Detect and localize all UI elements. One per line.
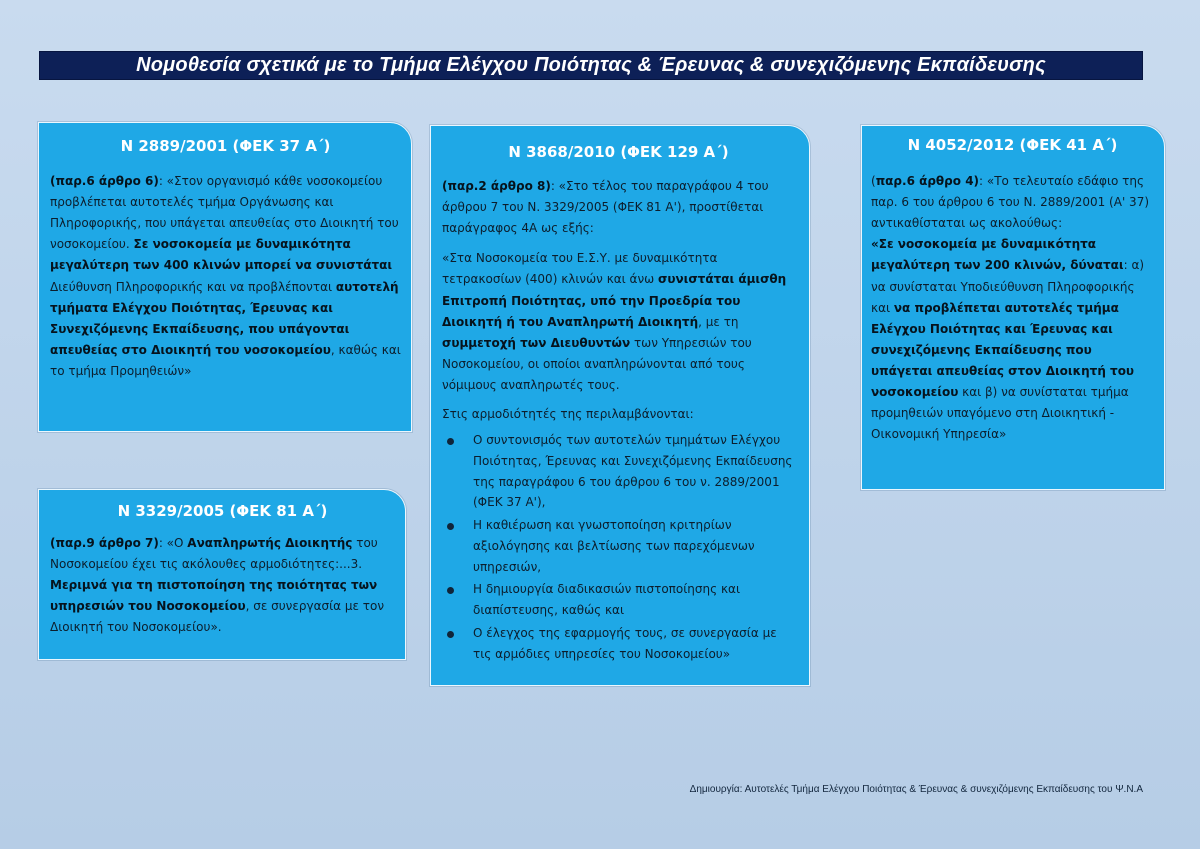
emphasis-text: συμμετοχή των Διευθυντών — [442, 335, 631, 350]
article-reference: παρ.6 άρθρο 4) — [875, 174, 980, 188]
emphasis-text: αυτοτελή τμήματα Ελέγχου Ποιότητας, Έρευνας και Συνεχιζόμενης Εκπαίδευσης, που υπάγονται απευθείας στο Διοικητή του νοσοκομείου — [50, 279, 399, 357]
list-intro: Στις αρμοδιότητές της περιλαμβάνονται: — [442, 407, 694, 422]
card-heading: Ν 3868/2010 (ΦΕΚ 129 Α΄) — [508, 143, 729, 161]
list-item: Η δημιουργία διαδικασιών πιστοποίησης και διαπίστευσης, καθώς και — [442, 579, 795, 621]
list-item: Ο συντονισμός των αυτοτελών τμημάτων Ελέγχου Ποιότητας, Έρευνας και Συνεχιζόμενης Εκπαίδευσης της παραγράφου 6 του άρθρου 6 του ν. 2889/2001 (ΦΕΚ 37 Α'), — [442, 430, 795, 513]
body-text: του Νοσοκομείου έχει τις ακόλουθες αρμοδιότητες:...3. — [50, 536, 378, 572]
body-text: : «Στο τέλος του παραγράφου 4 του άρθρου 7 του Ν. 3329/2005 (ΦΕΚ 81 Α'), προστίθεται παράγραφος 4Α ως εξής: — [442, 179, 769, 236]
emphasis-text: Μεριμνά για τη πιστοποίηση της ποιότητας των υπηρεσιών του Νοσοκομείου — [50, 578, 378, 614]
emphasis-text: Σε νοσοκομεία με δυναμικότητα μεγαλύτερη των 400 κλινών μπορεί να συνιστάται — [50, 237, 393, 273]
card-law-4052-2012 — [861, 125, 1165, 490]
body-text: «Στα Νοσοκομεία του Ε.Σ.Υ. με δυναμικότητα τετρακοσίων (400) κλινών και άνω — [442, 251, 718, 287]
emphasis-text: Αναπληρωτής Διοικητής — [187, 536, 353, 550]
list-item: Η καθιέρωση και γνωστοποίηση κριτηρίων αξιολόγησης και βελτίωσης των παρεχόμενων υπηρεσιών, — [442, 515, 795, 577]
card-law-2889-2001 — [38, 122, 412, 432]
card-text — [50, 171, 401, 382]
article-reference: (παρ.9 άρθρο 7) — [50, 536, 159, 550]
body-text: : «Ο — [158, 536, 188, 550]
emphasis-text: «Σε νοσοκομεία με δυναμικότητα μεγαλύτερη των 200 κλινών, δύναται — [871, 237, 1124, 273]
card-heading: Ν 3329/2005 (ΦΕΚ 81 Α΄) — [117, 502, 328, 520]
body-text: : α) να συνίσταται Υποδιεύθυνση Πληροφορικής και — [871, 258, 1145, 315]
body-text: , καθώς και το τμήμα Προμηθειών» — [50, 342, 401, 378]
article-reference: (παρ.2 άρθρο 8) — [442, 179, 551, 193]
card-text — [442, 176, 795, 664]
body-text: Διεύθυνση Πληροφορικής και να προβλέπονται — [50, 279, 336, 294]
body-text: των Υπηρεσιών του Νοσοκομείου, οι οποίοι αναπληρώνονται από τους νόμιμους αναπληρωτές τους. — [442, 335, 752, 392]
card-heading: Ν 2889/2001 (ΦΕΚ 37 Α΄) — [120, 137, 331, 155]
card-heading: Ν 4052/2012 (ΦΕΚ 41 Α΄) — [907, 136, 1118, 154]
page-title: Νομοθεσία σχετικά με το Τμήμα Ελέγχου Ποιότητας & Έρευνας & συνεχιζόμενης Εκπαίδευσης — [39, 51, 1143, 80]
body-text: ( — [871, 174, 876, 188]
card-text — [871, 171, 1154, 445]
emphasis-text: συνιστάται άμισθη Επιτροπή Ποιότητας, υπό την Προεδρία του Διοικητή ή του Αναπληρωτή Διοικητή — [442, 272, 787, 329]
body-text: : «Στον οργανισμό κάθε νοσοκομείου προβλέπεται αυτοτελές τμήμα Οργάνωσης και Πληροφορικής, που υπάγεται απευθείας στο Διοικητή του νοσοκομείου. — [50, 174, 399, 252]
footer-credit: Δημιουργία: Αυτοτελές Τμήμα Ελέγχου Ποιότητας & Έρευνας & συνεχιζόμενης Εκπαίδευσης του Ψ.Ν.Α — [689, 784, 1143, 795]
body-text: : «Το τελευταίο εδάφιο της παρ. 6 του άρθρου 6 του Ν. 2889/2001 (Α' 37) αντικαθίσταται ως ακολούθως: — [871, 174, 1150, 231]
emphasis-text: να προβλέπεται αυτοτελές τμήμα Ελέγχου Ποιότητας και Έρευνας και συνεχιζόμενης Εκπαίδευσης που υπάγεται απευθείας στον Διοικητή του νοσοκομείου — [871, 300, 1135, 400]
body-text: , με τη — [698, 314, 739, 329]
body-text: και β) να συνίσταται τμήμα προμηθειών υπαγόμενο στη Διοικητική - Οικονομική Υπηρεσία» — [871, 385, 1129, 442]
list-item: Ο έλεγχος της εφαρμογής τους, σε συνεργασία με τις αρμόδιες υπηρεσίες του Νοσοκομείου» — [442, 623, 795, 665]
body-text: , σε συνεργασία με τον Διοικητή του Νοσοκομείου». — [50, 599, 385, 635]
article-reference: (παρ.6 άρθρο 6) — [50, 174, 159, 188]
card-text — [50, 533, 395, 639]
card-law-3868-2010 — [430, 125, 810, 686]
card-law-3329-2005 — [38, 489, 406, 660]
responsibilities-list — [442, 430, 795, 664]
